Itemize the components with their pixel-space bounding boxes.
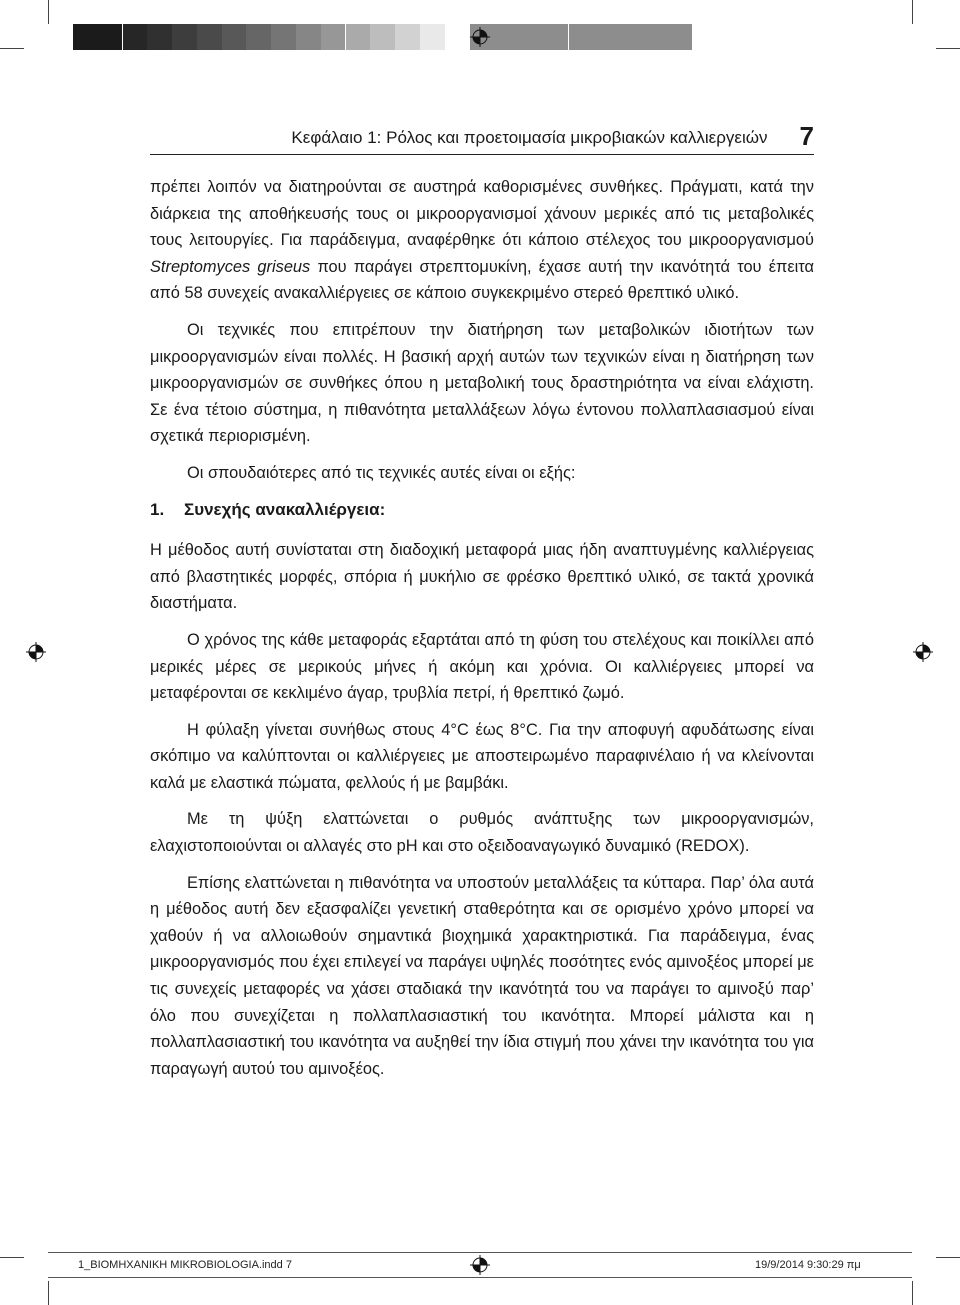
color-swatch [643, 24, 668, 50]
color-swatch [445, 24, 470, 50]
crop-mark [912, 1281, 913, 1305]
crop-mark [48, 1281, 49, 1305]
paragraph: Επίσης ελαττώνεται η πιθανότητα να υποστούν μεταλλάξεις τα κύτταρα. Παρ’ όλα αυτά η μέθοδος αυτή δεν εξασφαλίζει γενετική σταθερότητα και σε ορισμένο χρόνο μπορεί να χαθούν ή να αλλοιωθούν σημαντικά βιοχημικά χαρακτηριστικά. Για παράδειγμα, ένας μικροοργανισμός που έχει επιλεγεί να παράγει υψηλές ποσότητες ενός αμινοξέος μπορεί με τις συνεχείς μεταφορές να χάσει σταδιακά την ικανότητά του να παράγει το αμινοξύ παρ’ όλο που συνεχίζεται η πολλαπλασιαστική του ικανότητα. Μπορεί μάλιστα και η πολλαπλασιαστική του ικανότητα να αυξηθεί την ίδια στιγμή που χάνει την ικανότητα του για παραγωγή αυτού του αμινοξέος. [150, 873, 814, 1078]
color-swatch [569, 24, 594, 50]
color-calibration-bar [73, 24, 693, 50]
crop-mark [0, 1257, 24, 1258]
running-header [150, 120, 814, 155]
color-swatch [172, 24, 197, 50]
body-text [150, 174, 814, 1082]
color-swatch [147, 24, 172, 50]
paragraph: Οι σπουδαιότερες από τις τεχνικές αυτές είναι οι εξής: [187, 463, 576, 482]
paragraph: Ο χρόνος της κάθε μεταφοράς εξαρτάται από τη φύση του στελέχους και ποικίλλει από μερικές μέρες σε μερικούς μήνες ή ακόμη και χρόνια. Οι καλλιέργειες μπορεί να μεταφέρονται σε κεκλιμένο άγαρ, τρυβλία πετρί, ή θρεπτικό ζωμό. [150, 630, 814, 703]
color-swatch [197, 24, 222, 50]
registration-mark-icon [470, 27, 490, 47]
page-number: 7 [799, 121, 814, 151]
color-swatch [296, 24, 321, 50]
color-swatch [395, 24, 420, 50]
color-swatch [98, 24, 123, 50]
crop-mark [912, 0, 913, 24]
color-swatch [123, 24, 148, 50]
paragraph: πρέπει λοιπόν να διατηρούνται σε αυστηρά καθορισμένες συνθήκες. Πράγματι, κατά την διάρκεια της αποθήκευσής τους οι μικροοργανισμοί χάνουν μερικές από τις μεταβολικές τους λειτουργίες. Για παράδειγμα, αναφέρθηκε ότι κάποιο στέλεχος του μικροοργανισμού Streptomyces griseus που παράγει στρεπτομυκίνη, έχασε αυτή την ικανότητά του έπειτα από 58 συνεχείς ανακαλλιέργειες σε κάποιο συγκεκριμένο στερεό θρεπτικό υλικό. [150, 178, 815, 303]
paragraph: Με τη ψύξη ελαττώνεται ο ρυθμός ανάπτυξης των μικροοργανισμών, ελαχιστοποιούνται οι αλλαγές στο pH και στο οξειδοαναγωγικό δυναμικό (REDOX). [150, 810, 814, 856]
color-swatch [321, 24, 346, 50]
registration-mark-icon [26, 642, 46, 662]
section-title: Συνεχής ανακαλλιέργεια: [184, 499, 386, 519]
print-slug [48, 1252, 912, 1278]
color-swatch [346, 24, 371, 50]
section-number: 1. [150, 499, 165, 519]
crop-mark [936, 48, 960, 49]
crop-mark [0, 48, 24, 49]
paragraph: Η μέθοδος αυτή συνίσταται στη διαδοχική μεταφορά μιας ήδη αναπτυγμένης καλλιέργειας από βλαστητικές μορφές, σπόρια ή μυκήλιο σε φρέσκο θρεπτικό υλικό, σε τακτά χρονικά διαστήματα. [150, 541, 814, 613]
color-swatch [519, 24, 544, 50]
crop-mark [48, 0, 49, 24]
color-swatch [370, 24, 395, 50]
crop-mark [936, 1257, 960, 1258]
species-name: Streptomyces griseus [150, 257, 311, 276]
color-swatch [222, 24, 247, 50]
color-swatch [593, 24, 618, 50]
paragraph: Οι τεχνικές που επιτρέπουν την διατήρηση των μεταβολικών ιδιοτήτων των μικροοργανισμών είναι πολλές. Η βασική αρχή αυτών των τεχνικών είναι η διατήρηση των μικροοργανισμών σε συνθήκες όπου η μεταβολική τους δραστηριότητα να είναι ελάχιστη. Σε ένα τέτοιο σύστημα, η πιθανότητα μεταλλάξεων λόγω έντονου πολλαπλασιασμού είναι σχετικά περιορισμένη. [150, 320, 814, 446]
color-swatch [246, 24, 271, 50]
color-swatch [271, 24, 296, 50]
section-heading [150, 497, 814, 524]
color-swatch [544, 24, 569, 50]
color-swatch [420, 24, 445, 50]
color-swatch [494, 24, 519, 50]
paragraph: Η φύλαξη γίνεται συνήθως στους 4°C έως 8°C. Για την αποφυγή αφυδάτωσης είναι σκόπιμο να καλύπτονται οι καλλιέργειες με αποστειρωμένο παραφινέλαιο ή να κλείνονται καλά με ελαστικά πώματα, φελλούς ή με βαμβάκι. [150, 720, 814, 792]
color-swatch [73, 24, 98, 50]
color-swatch [618, 24, 643, 50]
print-timestamp: 19/9/2014 9:30:29 πμ [755, 1259, 861, 1271]
chapter-title: Κεφάλαιο 1: Ρόλος και προετοιμασία μικροβιακών καλλιεργειών [291, 128, 768, 147]
color-swatch [668, 24, 693, 50]
file-name: 1_ΒΙΟΜΗΧΑΝΙΚΗ ΜΙΚROBIOLOGIA.indd 7 [78, 1259, 292, 1271]
registration-mark-icon [913, 642, 933, 662]
